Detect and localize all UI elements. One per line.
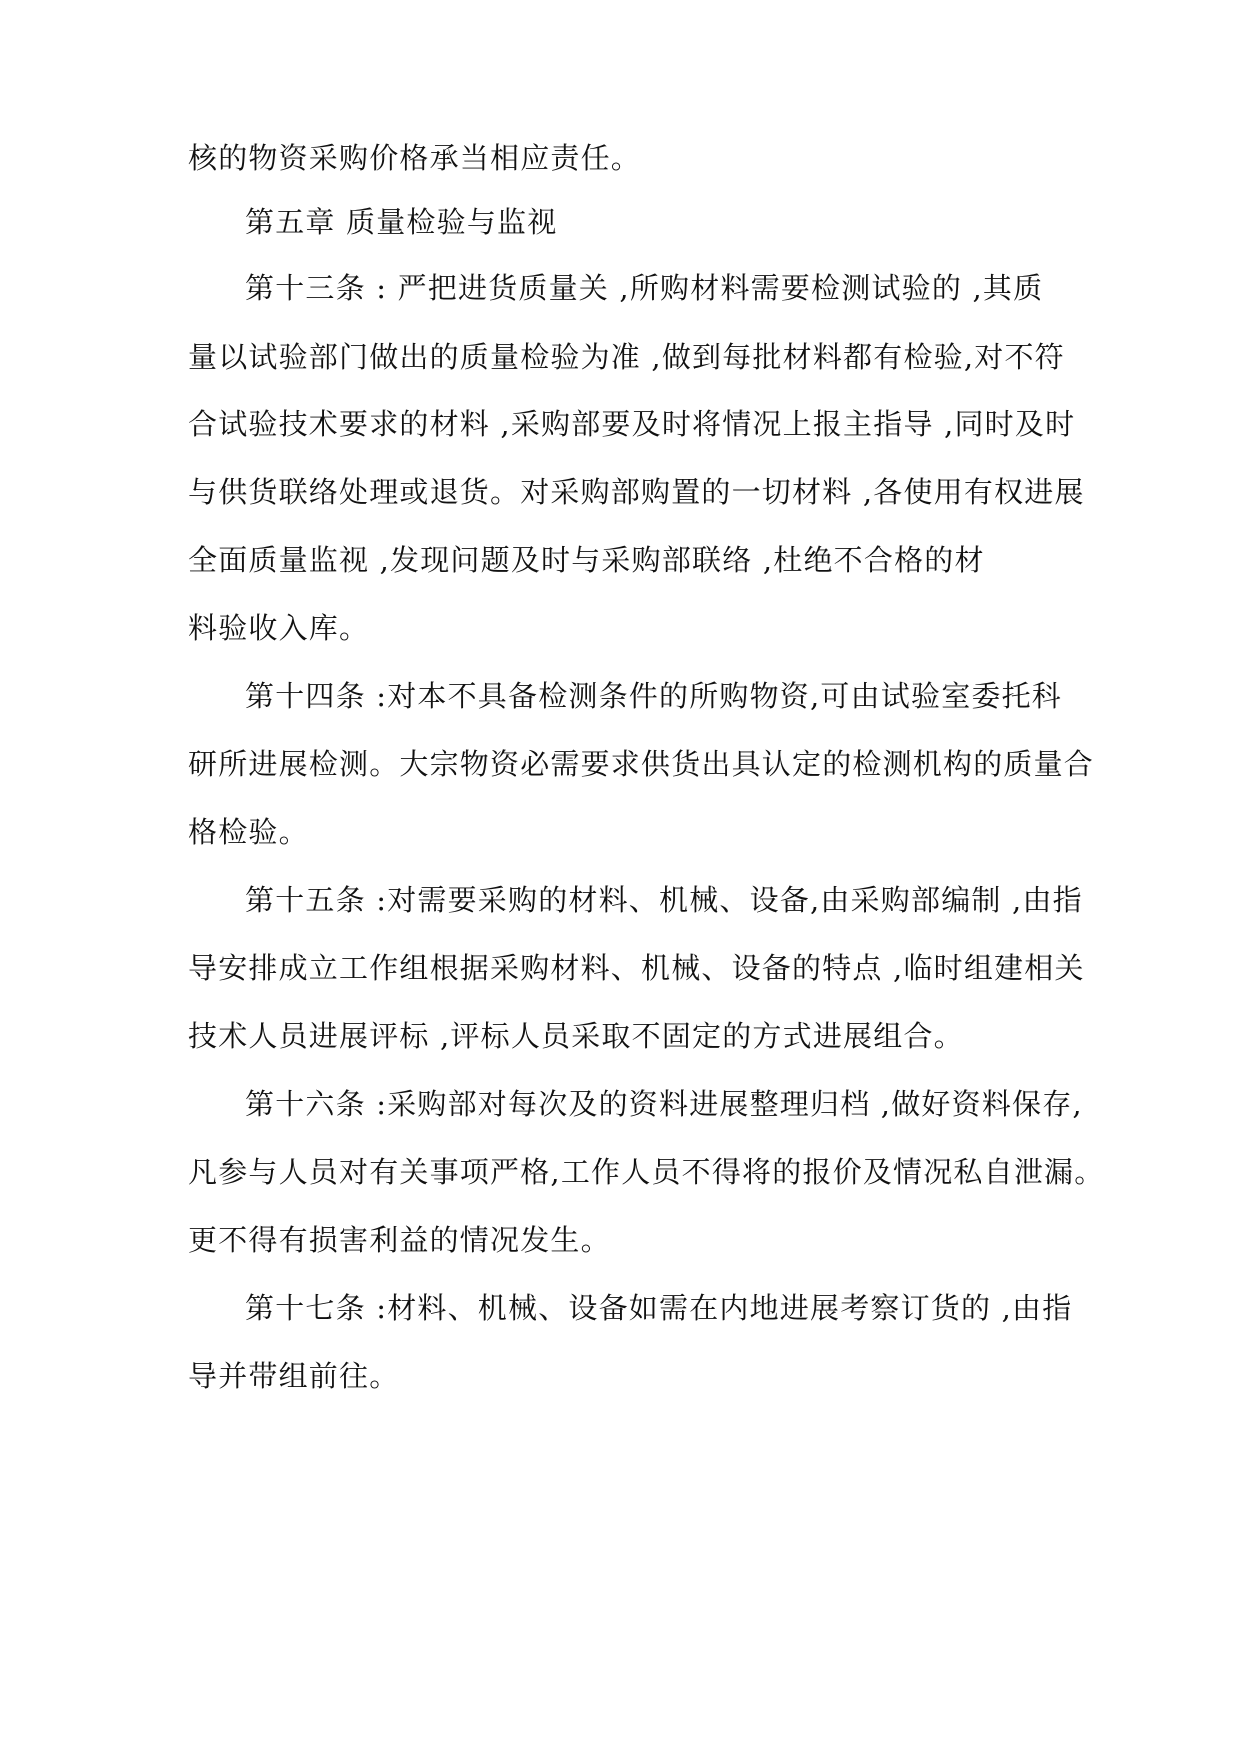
text-line: 研所进展检测。大宗物资必需要求供货出具认定的检测机构的质量合 xyxy=(188,747,1095,781)
text-line: 导安排成立工作组根据采购材料、机械、设备的特点 ,临时组建相关 xyxy=(188,951,1085,985)
text-line: 技术人员进展评标 ,评标人员采取不固定的方式进展组合。 xyxy=(188,1019,964,1053)
text-line: 格检验。 xyxy=(188,815,309,849)
article-17-line: 第十七条 :材料、机械、设备如需在内地进展考察订货的 ,由指 xyxy=(245,1291,1073,1325)
text-line: 料验收入库。 xyxy=(188,611,370,645)
article-14-line: 第十四条 :对本不具备检测条件的所购物资,可由试验室委托科 xyxy=(245,679,1063,713)
text-line: 与供货联络处理或退货。对采购部购置的一切材料 ,各使用有权进展 xyxy=(188,475,1085,509)
text-line: 凡参与人员对有关事项严格,工作人员不得将的报价及情况私自泄漏。 xyxy=(188,1155,1105,1189)
article-16-line: 第十六条 :采购部对每次及的资料进展整理归档 ,做好资料保存, xyxy=(245,1087,1083,1121)
article-15-line: 第十五条 :对需要采购的材料、机械、设备,由采购部编制 ,由指 xyxy=(245,883,1083,917)
chapter-heading: 第五章 质量检验与监视 xyxy=(245,205,558,239)
text-line: 合试验技术要求的材料 ,采购部要及时将情况上报主指导 ,同时及时 xyxy=(188,407,1076,441)
text-line: 更不得有损害利益的情况发生。 xyxy=(188,1223,611,1257)
text-line: 全面质量监视 ,发现问题及时与采购部联络 ,杜绝不合格的材 xyxy=(188,543,985,577)
article-13-line: 第十三条 : 严把进货质量关 ,所购材料需要检测试验的 ,其质 xyxy=(245,271,1044,305)
text-line: 核的物资采购价格承当相应责任。 xyxy=(188,141,642,175)
text-line: 量以试验部门做出的质量检验为准 ,做到每批材料都有检验,对不符 xyxy=(188,340,1065,374)
text-line: 导并带组前往。 xyxy=(188,1359,400,1393)
